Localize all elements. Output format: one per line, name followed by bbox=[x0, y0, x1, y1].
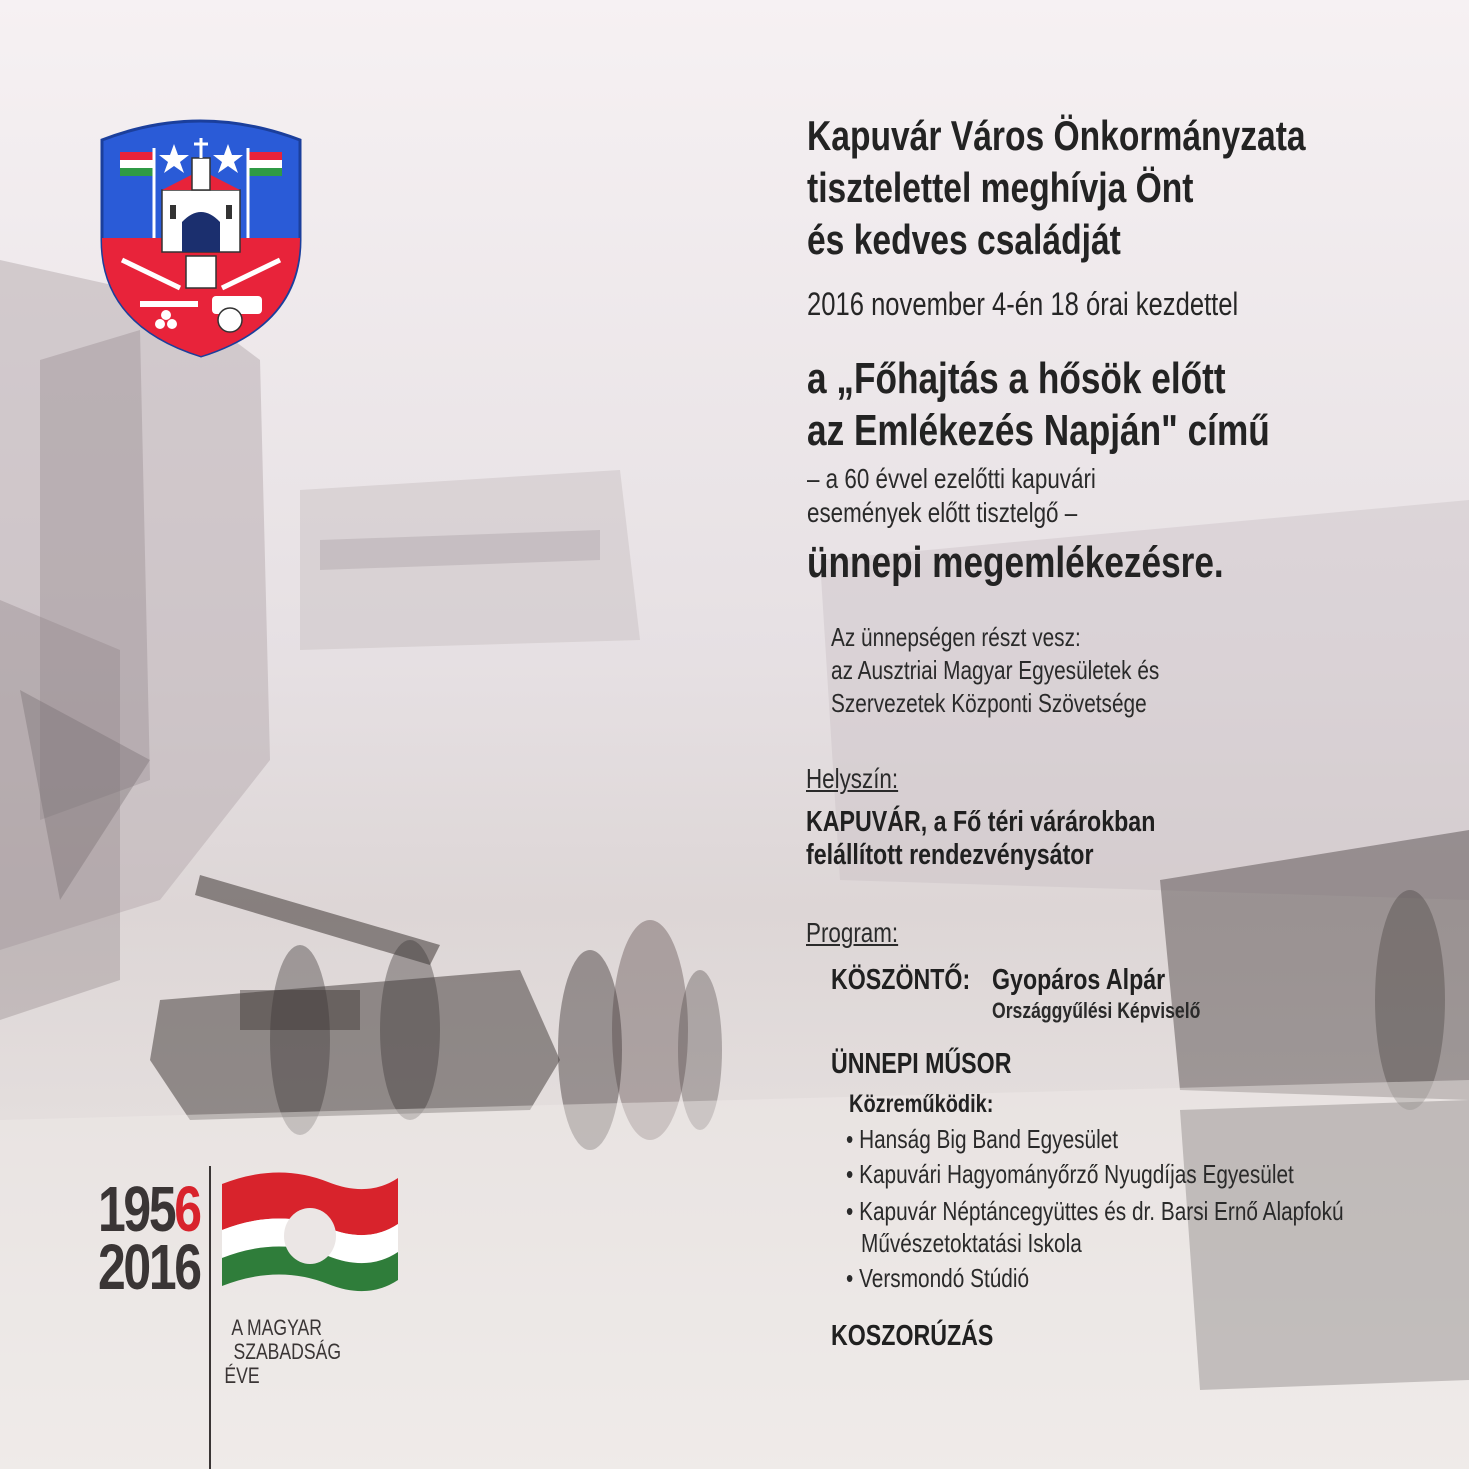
venue-line-2: felállított rendezvénysátor bbox=[806, 839, 1094, 871]
participants-line-3: Szervezetek Központi Szövetsége bbox=[831, 688, 1147, 718]
greeting-role: Országgyűlési Képviselő bbox=[992, 998, 1201, 1023]
venue-label: Helyszín: bbox=[806, 763, 899, 794]
greeting-name: Gyopáros Alpár bbox=[992, 964, 1166, 996]
event-type: ünnepi megemlékezésre. bbox=[807, 538, 1224, 587]
program-label: Program: bbox=[806, 917, 899, 948]
hungarian-flag-with-hole-icon bbox=[218, 1168, 402, 1306]
logo-caption-line-2: SZABADSÁG bbox=[233, 1339, 342, 1364]
wreath-laying: KOSZORÚZÁS bbox=[831, 1320, 994, 1352]
bullet-icon: • bbox=[846, 1159, 854, 1189]
host-line-1: Kapuvár Város Önkormányzata bbox=[807, 112, 1306, 159]
logo-year-1956 bbox=[98, 1173, 200, 1245]
event-title-line-1: a „Főhajtás a hősök előtt bbox=[807, 354, 1226, 403]
logo-year-1956-prefix: 195 bbox=[98, 1173, 175, 1245]
host-line-3: és kedves családját bbox=[807, 216, 1121, 263]
event-title-line-2: az Emlékezés Napján" című bbox=[807, 406, 1270, 455]
performer-name: Versmondó Stúdió bbox=[859, 1263, 1030, 1293]
logo-divider bbox=[209, 1166, 211, 1469]
performer-item bbox=[846, 1159, 1294, 1190]
ceremony-title: ÜNNEPI MŰSOR bbox=[831, 1048, 1012, 1080]
performer-name: Kapuvári Hagyományőrző Nyugdíjas Egyesület bbox=[859, 1159, 1294, 1189]
performer-name: Hanság Big Band Egyesület bbox=[859, 1124, 1119, 1154]
performer-item bbox=[846, 1124, 1118, 1155]
performer-item bbox=[846, 1263, 1029, 1294]
host-line-2: tisztelettel meghívja Önt bbox=[807, 164, 1194, 211]
performer-item bbox=[846, 1196, 1344, 1227]
event-datetime: 2016 november 4-én 18 órai kezdettel bbox=[807, 286, 1239, 322]
coat-of-arms-emblem bbox=[100, 110, 302, 358]
bullet-icon: • bbox=[846, 1263, 854, 1293]
participants-line-1: Az ünnepségen részt vesz: bbox=[831, 622, 1081, 652]
bullet-icon: • bbox=[846, 1124, 854, 1154]
logo-caption-line-1: A MAGYAR bbox=[231, 1315, 322, 1340]
performer-name-continued: Művészetoktatási Iskola bbox=[861, 1228, 1082, 1258]
venue-line-1: KAPUVÁR, a Fő téri várárokban bbox=[806, 806, 1156, 838]
event-subtitle-line-1: – a 60 évvel ezelőtti kapuvári bbox=[807, 463, 1096, 494]
bullet-icon: • bbox=[846, 1196, 854, 1226]
event-subtitle-line-2: események előtt tisztelgő – bbox=[807, 497, 1078, 528]
logo-caption-line-3: ÉVE bbox=[224, 1363, 260, 1388]
performer-name: Kapuvár Néptáncegyüttes és dr. Barsi Ernő Alapfokú bbox=[859, 1196, 1344, 1226]
greeting-label: KÖSZÖNTŐ: bbox=[831, 964, 971, 996]
performers-label: Közreműködik: bbox=[849, 1090, 994, 1118]
logo-year-2016: 2016 bbox=[98, 1231, 200, 1303]
participants-line-2: az Ausztriai Magyar Egyesületek és bbox=[831, 655, 1160, 685]
logo-year-1956-suffix: 6 bbox=[174, 1173, 200, 1245]
